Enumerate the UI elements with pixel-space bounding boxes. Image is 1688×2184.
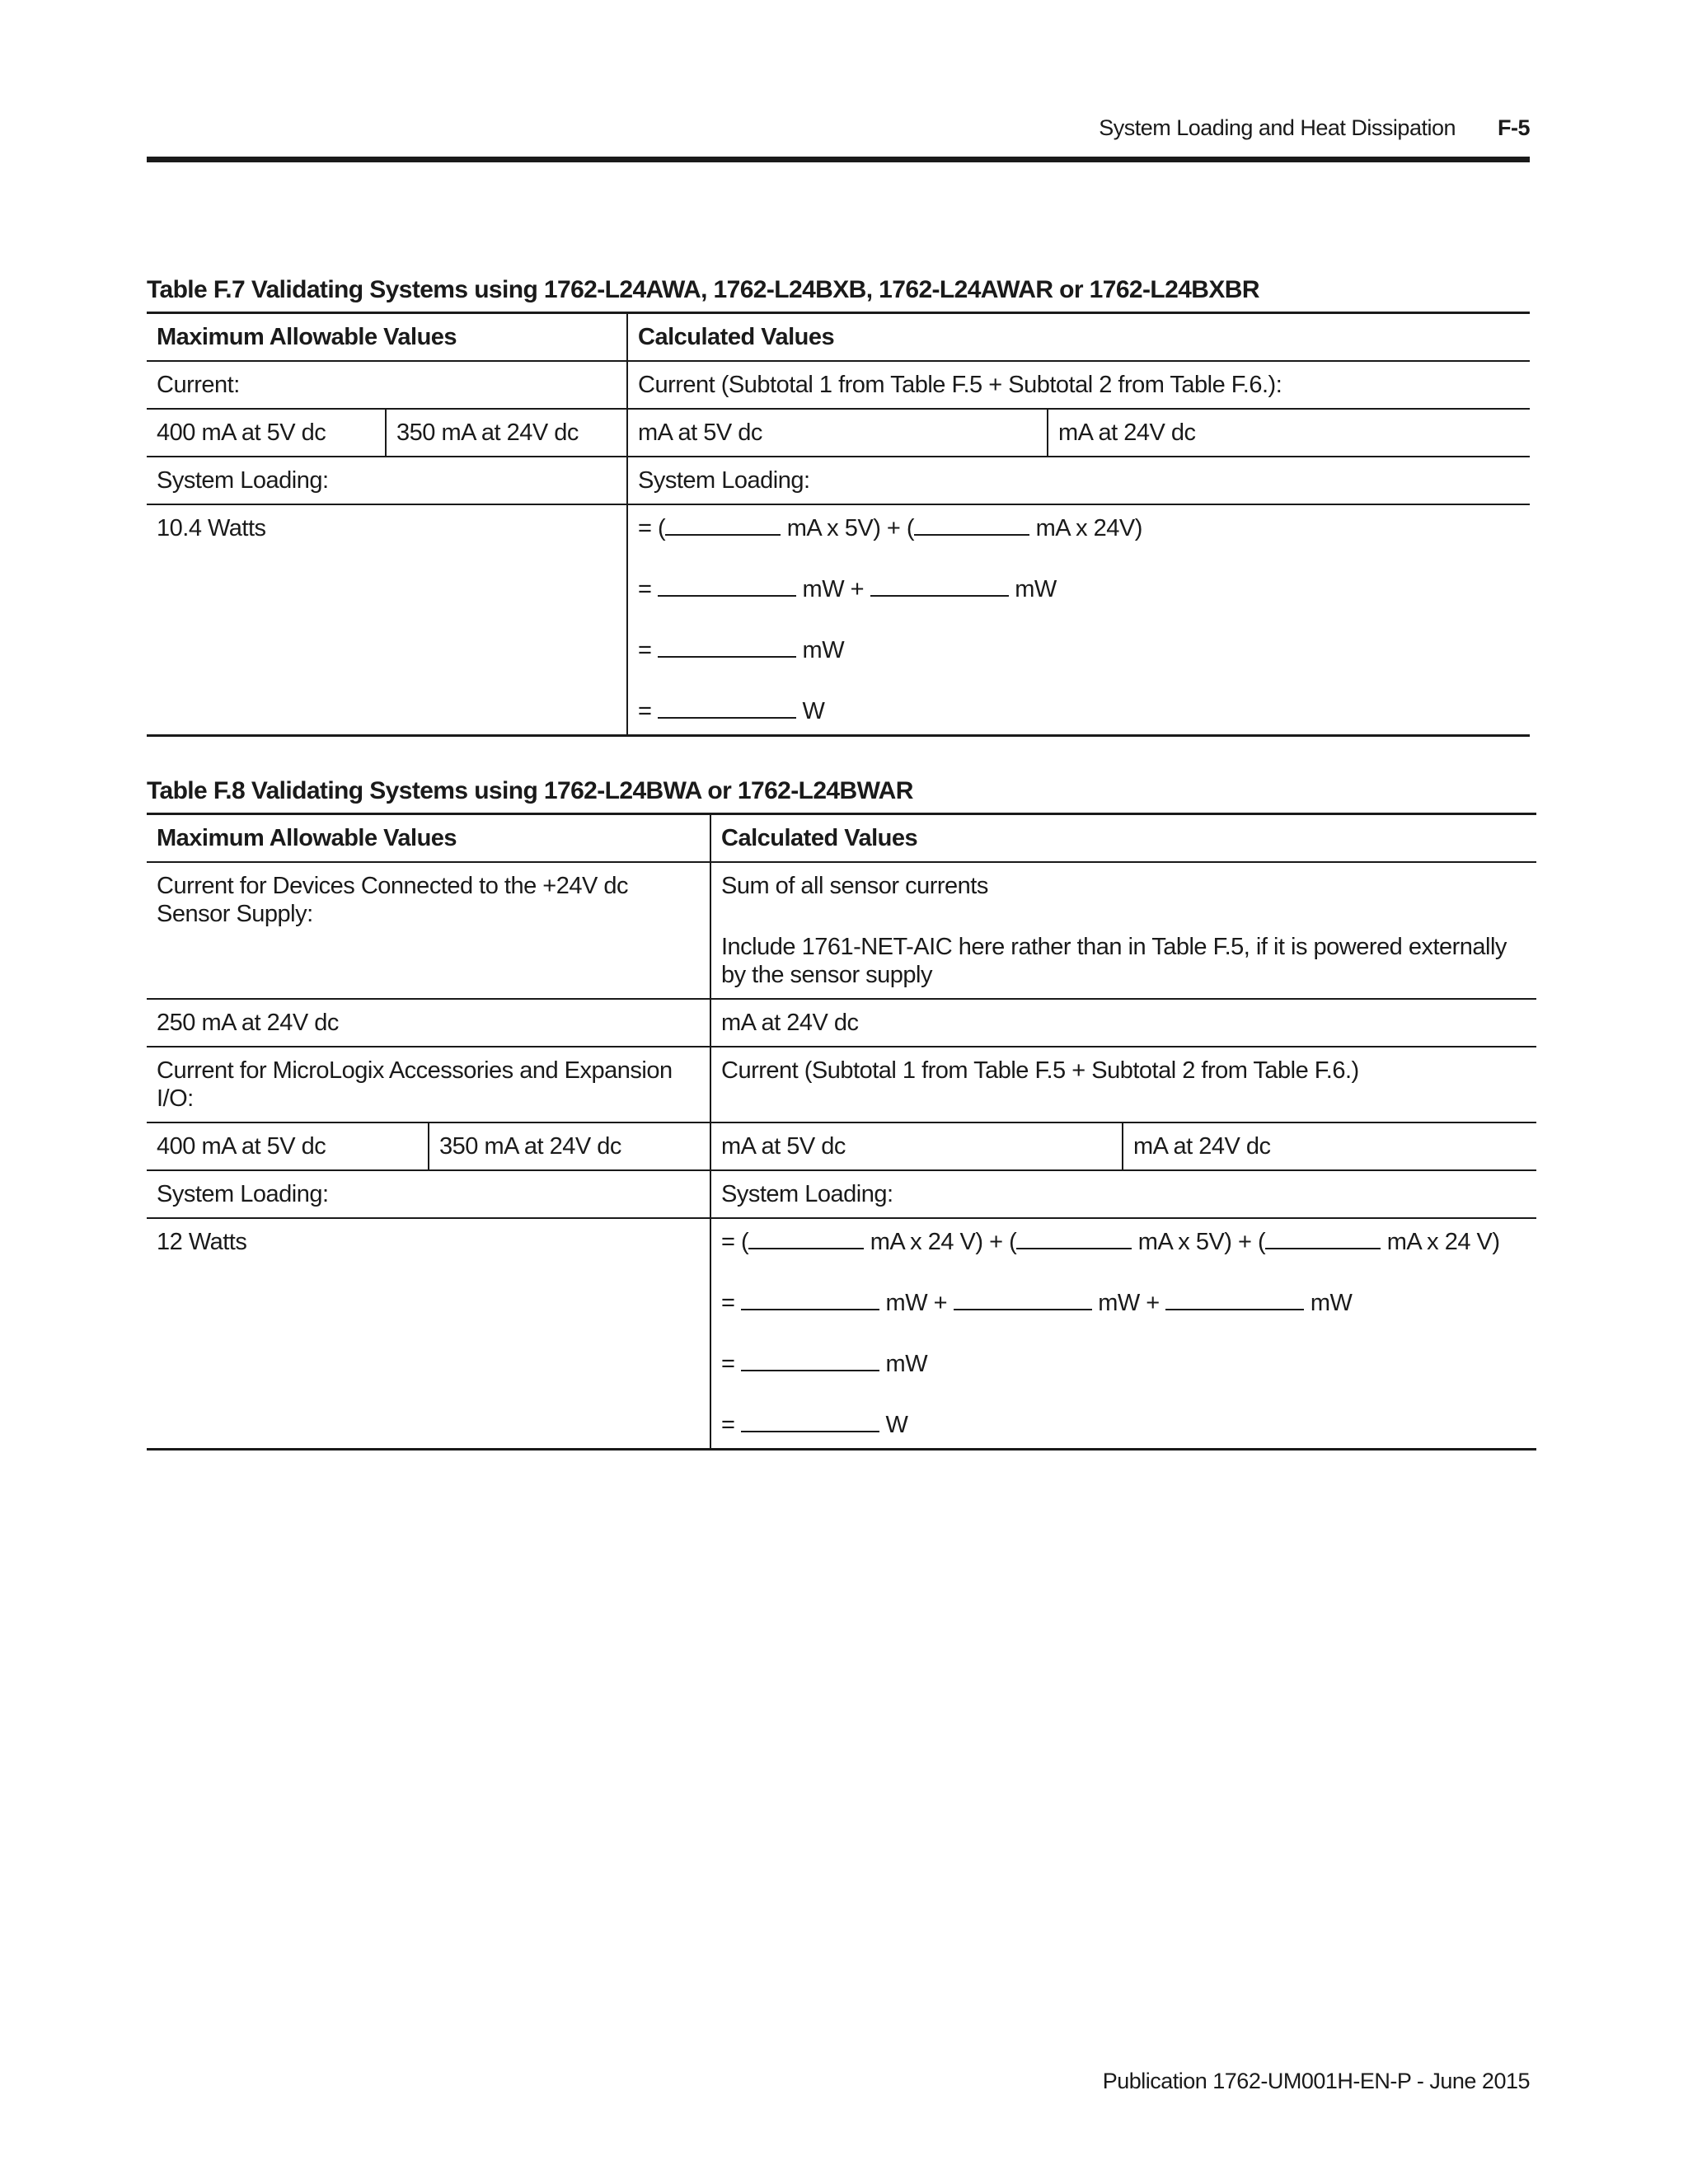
blank-field	[954, 1289, 1092, 1310]
blank-field	[1165, 1289, 1304, 1310]
blank-field	[870, 575, 1009, 597]
blank-field	[741, 1289, 879, 1310]
page-header	[147, 115, 1530, 148]
equation-line: = ( mA x 5V) + ( mA x 24V)	[638, 515, 1142, 541]
access-label: Current for MicroLogix Accessories and Expansion I/O:	[147, 1047, 710, 1122]
col-header-max: Maximum Allowable Values	[147, 814, 710, 863]
header-rule	[147, 157, 1530, 162]
max-24v: 350 mA at 24V dc	[386, 409, 627, 457]
table-row	[147, 361, 1530, 409]
table-row	[147, 457, 1530, 504]
blank-field	[741, 1350, 879, 1371]
table-row	[147, 1170, 1536, 1218]
equation-line: = W	[721, 1412, 908, 1438]
equation-line: = W	[638, 698, 825, 724]
table-row	[147, 814, 1536, 863]
sensor-note: Include 1761-NET-AIC here rather than in Table F.5, if it is powered externally by the sensor supply	[721, 934, 1507, 988]
equation-line: = ( mA x 24 V) + ( mA x 5V) + ( mA x 24 V)	[721, 1229, 1500, 1255]
loading-calc-label: System Loading:	[627, 457, 1530, 504]
loading-calc-label: System Loading:	[710, 1170, 1536, 1218]
access-calc-label: Current (Subtotal 1 from Table F.5 + Subtotal 2 from Table F.6.)	[710, 1047, 1536, 1122]
watts-max: 12 Watts	[147, 1218, 710, 1450]
sensor-sum: Sum of all sensor currents	[721, 873, 988, 899]
table-row	[147, 862, 1536, 999]
table-f7	[147, 312, 1530, 737]
table-f7-caption: Table F.7 Validating Systems using 1762-L24AWA, 1762-L24BXB, 1762-L24AWAR or 1762-L24BXBR	[147, 276, 1259, 303]
equation-line: = mW + mW + mW	[721, 1290, 1353, 1316]
blank-field	[658, 697, 796, 719]
sensor-label: Current for Devices Connected to the +24V dc Sensor Supply:	[147, 862, 710, 999]
table-row	[147, 1047, 1536, 1122]
col-header-calc: Calculated Values	[710, 814, 1536, 863]
blank-field	[658, 636, 796, 658]
table-row	[147, 504, 1530, 736]
current-calc-label: Current (Subtotal 1 from Table F.5 + Subtotal 2 from Table F.6.):	[627, 361, 1530, 409]
page-number: F-5	[1498, 115, 1530, 140]
header-title: System Loading and Heat Dissipation	[1099, 115, 1456, 140]
blank-field	[914, 514, 1029, 536]
equation-line: = mW + mW	[638, 576, 1057, 602]
table-row	[147, 1122, 1536, 1170]
sensor-max: 250 mA at 24V dc	[147, 999, 710, 1047]
calc-5v: mA at 5V dc	[710, 1122, 1123, 1170]
blank-field	[1016, 1228, 1132, 1249]
current-label: Current:	[147, 361, 627, 409]
publication-footer: Publication 1762-UM001H-EN-P - June 2015	[1102, 2069, 1530, 2093]
sensor-calc-value: mA at 24V dc	[710, 999, 1536, 1047]
loading-label: System Loading:	[147, 457, 627, 504]
blank-field	[1265, 1228, 1381, 1249]
equation-line: = mW	[638, 637, 845, 663]
calc-24v: mA at 24V dc	[1123, 1122, 1536, 1170]
col-header-calc: Calculated Values	[627, 313, 1530, 362]
loading-label: System Loading:	[147, 1170, 710, 1218]
watts-max: 10.4 Watts	[147, 504, 627, 736]
max-5v: 400 mA at 5V dc	[147, 1122, 429, 1170]
blank-field	[658, 575, 796, 597]
table-row	[147, 313, 1530, 362]
loading-equations	[710, 1218, 1536, 1450]
max-24v: 350 mA at 24V dc	[429, 1122, 710, 1170]
blank-field	[748, 1228, 864, 1249]
table-f8	[147, 813, 1536, 1451]
blank-field	[665, 514, 781, 536]
calc-24v: mA at 24V dc	[1048, 409, 1530, 457]
table-f8-caption: Table F.8 Validating Systems using 1762-L24BWA or 1762-L24BWAR	[147, 777, 913, 804]
sensor-calc	[710, 862, 1536, 999]
blank-field	[741, 1411, 879, 1432]
calc-5v: mA at 5V dc	[627, 409, 1048, 457]
table-row	[147, 999, 1536, 1047]
equation-line: = mW	[721, 1351, 928, 1377]
col-header-max: Maximum Allowable Values	[147, 313, 627, 362]
table-row	[147, 1218, 1536, 1450]
loading-equations	[627, 504, 1530, 736]
table-row	[147, 409, 1530, 457]
max-5v: 400 mA at 5V dc	[147, 409, 386, 457]
